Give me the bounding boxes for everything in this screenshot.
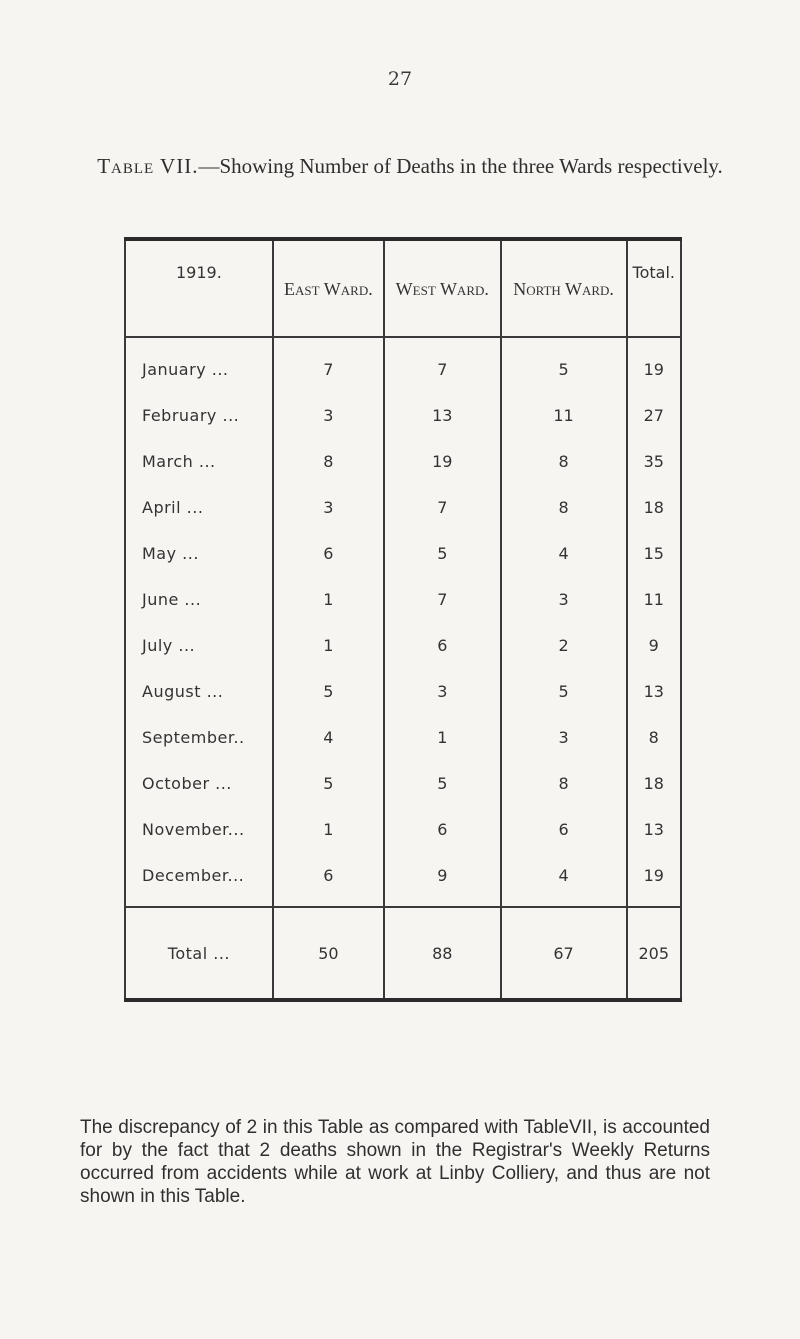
north-cell: 3 (501, 576, 627, 622)
total-cell: 13 (627, 668, 682, 714)
total-cell: 9 (627, 622, 682, 668)
west-total-cell: 88 (384, 907, 501, 1000)
table-title (80, 148, 740, 184)
table-row (125, 337, 681, 392)
total-cell: 8 (627, 714, 682, 760)
month-cell: April ... (125, 484, 273, 530)
total-row (125, 907, 681, 1000)
east-cell: 1 (273, 806, 384, 852)
table-row (125, 714, 681, 760)
north-cell: 4 (501, 852, 627, 907)
east-cell: 7 (273, 337, 384, 392)
east-cell: 3 (273, 484, 384, 530)
west-cell: 6 (384, 622, 501, 668)
east-cell: 5 (273, 760, 384, 806)
north-cell: 6 (501, 806, 627, 852)
total-cell: 35 (627, 438, 682, 484)
header-north-ward: North Ward. (501, 239, 627, 337)
table-row (125, 484, 681, 530)
north-cell: 8 (501, 760, 627, 806)
total-cell: 15 (627, 530, 682, 576)
west-cell: 19 (384, 438, 501, 484)
header-row (125, 239, 681, 337)
west-cell: 7 (384, 337, 501, 392)
north-cell: 8 (501, 438, 627, 484)
page-number: 27 (387, 68, 413, 90)
month-cell: June ... (125, 576, 273, 622)
east-cell: 5 (273, 668, 384, 714)
north-total-cell: 67 (501, 907, 627, 1000)
total-cell: 13 (627, 806, 682, 852)
west-cell: 9 (384, 852, 501, 907)
north-cell: 2 (501, 622, 627, 668)
month-cell: October ... (125, 760, 273, 806)
north-cell: 8 (501, 484, 627, 530)
total-cell: 27 (627, 392, 682, 438)
west-cell: 5 (384, 530, 501, 576)
west-cell: 6 (384, 806, 501, 852)
table-row (125, 668, 681, 714)
east-cell: 1 (273, 576, 384, 622)
table-row (125, 806, 681, 852)
east-cell: 3 (273, 392, 384, 438)
total-cell: 11 (627, 576, 682, 622)
north-cell: 5 (501, 337, 627, 392)
west-cell: 1 (384, 714, 501, 760)
west-cell: 13 (384, 392, 501, 438)
table-row (125, 530, 681, 576)
east-cell: 6 (273, 852, 384, 907)
table-row (125, 392, 681, 438)
month-cell: February ... (125, 392, 273, 438)
north-cell: 4 (501, 530, 627, 576)
table-row (125, 852, 681, 907)
table-row (125, 760, 681, 806)
grand-total-cell: 205 (627, 907, 682, 1000)
west-cell: 5 (384, 760, 501, 806)
month-cell: November... (125, 806, 273, 852)
month-cell: May ... (125, 530, 273, 576)
table-title-label: Table VII. (97, 154, 199, 178)
header-west-ward: West Ward. (384, 239, 501, 337)
month-cell: September.. (125, 714, 273, 760)
header-east-ward: East Ward. (273, 239, 384, 337)
deaths-table (124, 237, 682, 1002)
month-cell: December... (125, 852, 273, 907)
month-cell: August ... (125, 668, 273, 714)
month-cell: July ... (125, 622, 273, 668)
header-total: Total. (627, 239, 682, 337)
west-cell: 3 (384, 668, 501, 714)
total-cell: 19 (627, 852, 682, 907)
total-cell: 19 (627, 337, 682, 392)
header-year: 1919. (125, 239, 273, 337)
west-cell: 7 (384, 576, 501, 622)
table-row (125, 576, 681, 622)
table-row (125, 438, 681, 484)
total-cell: 18 (627, 484, 682, 530)
discrepancy-note: The discrepancy of 2 in this Table as compared with TableVII, is accounted for by the fact that 2 deaths shown in the Registrar's Weekly Returns occurred from accidents while at work at Linby Colliery, and thus are not shown in this Table. (80, 1117, 710, 1207)
north-cell: 3 (501, 714, 627, 760)
month-cell: March ... (125, 438, 273, 484)
table-title-text: —Showing Number of Deaths in the three Wards respectively. (198, 154, 723, 178)
table-row (125, 622, 681, 668)
east-cell: 6 (273, 530, 384, 576)
east-cell: 8 (273, 438, 384, 484)
east-cell: 1 (273, 622, 384, 668)
north-cell: 11 (501, 392, 627, 438)
total-cell: 18 (627, 760, 682, 806)
east-total-cell: 50 (273, 907, 384, 1000)
north-cell: 5 (501, 668, 627, 714)
west-cell: 7 (384, 484, 501, 530)
east-cell: 4 (273, 714, 384, 760)
total-row-label: Total ... (125, 907, 273, 1000)
month-cell: January ... (125, 337, 273, 392)
